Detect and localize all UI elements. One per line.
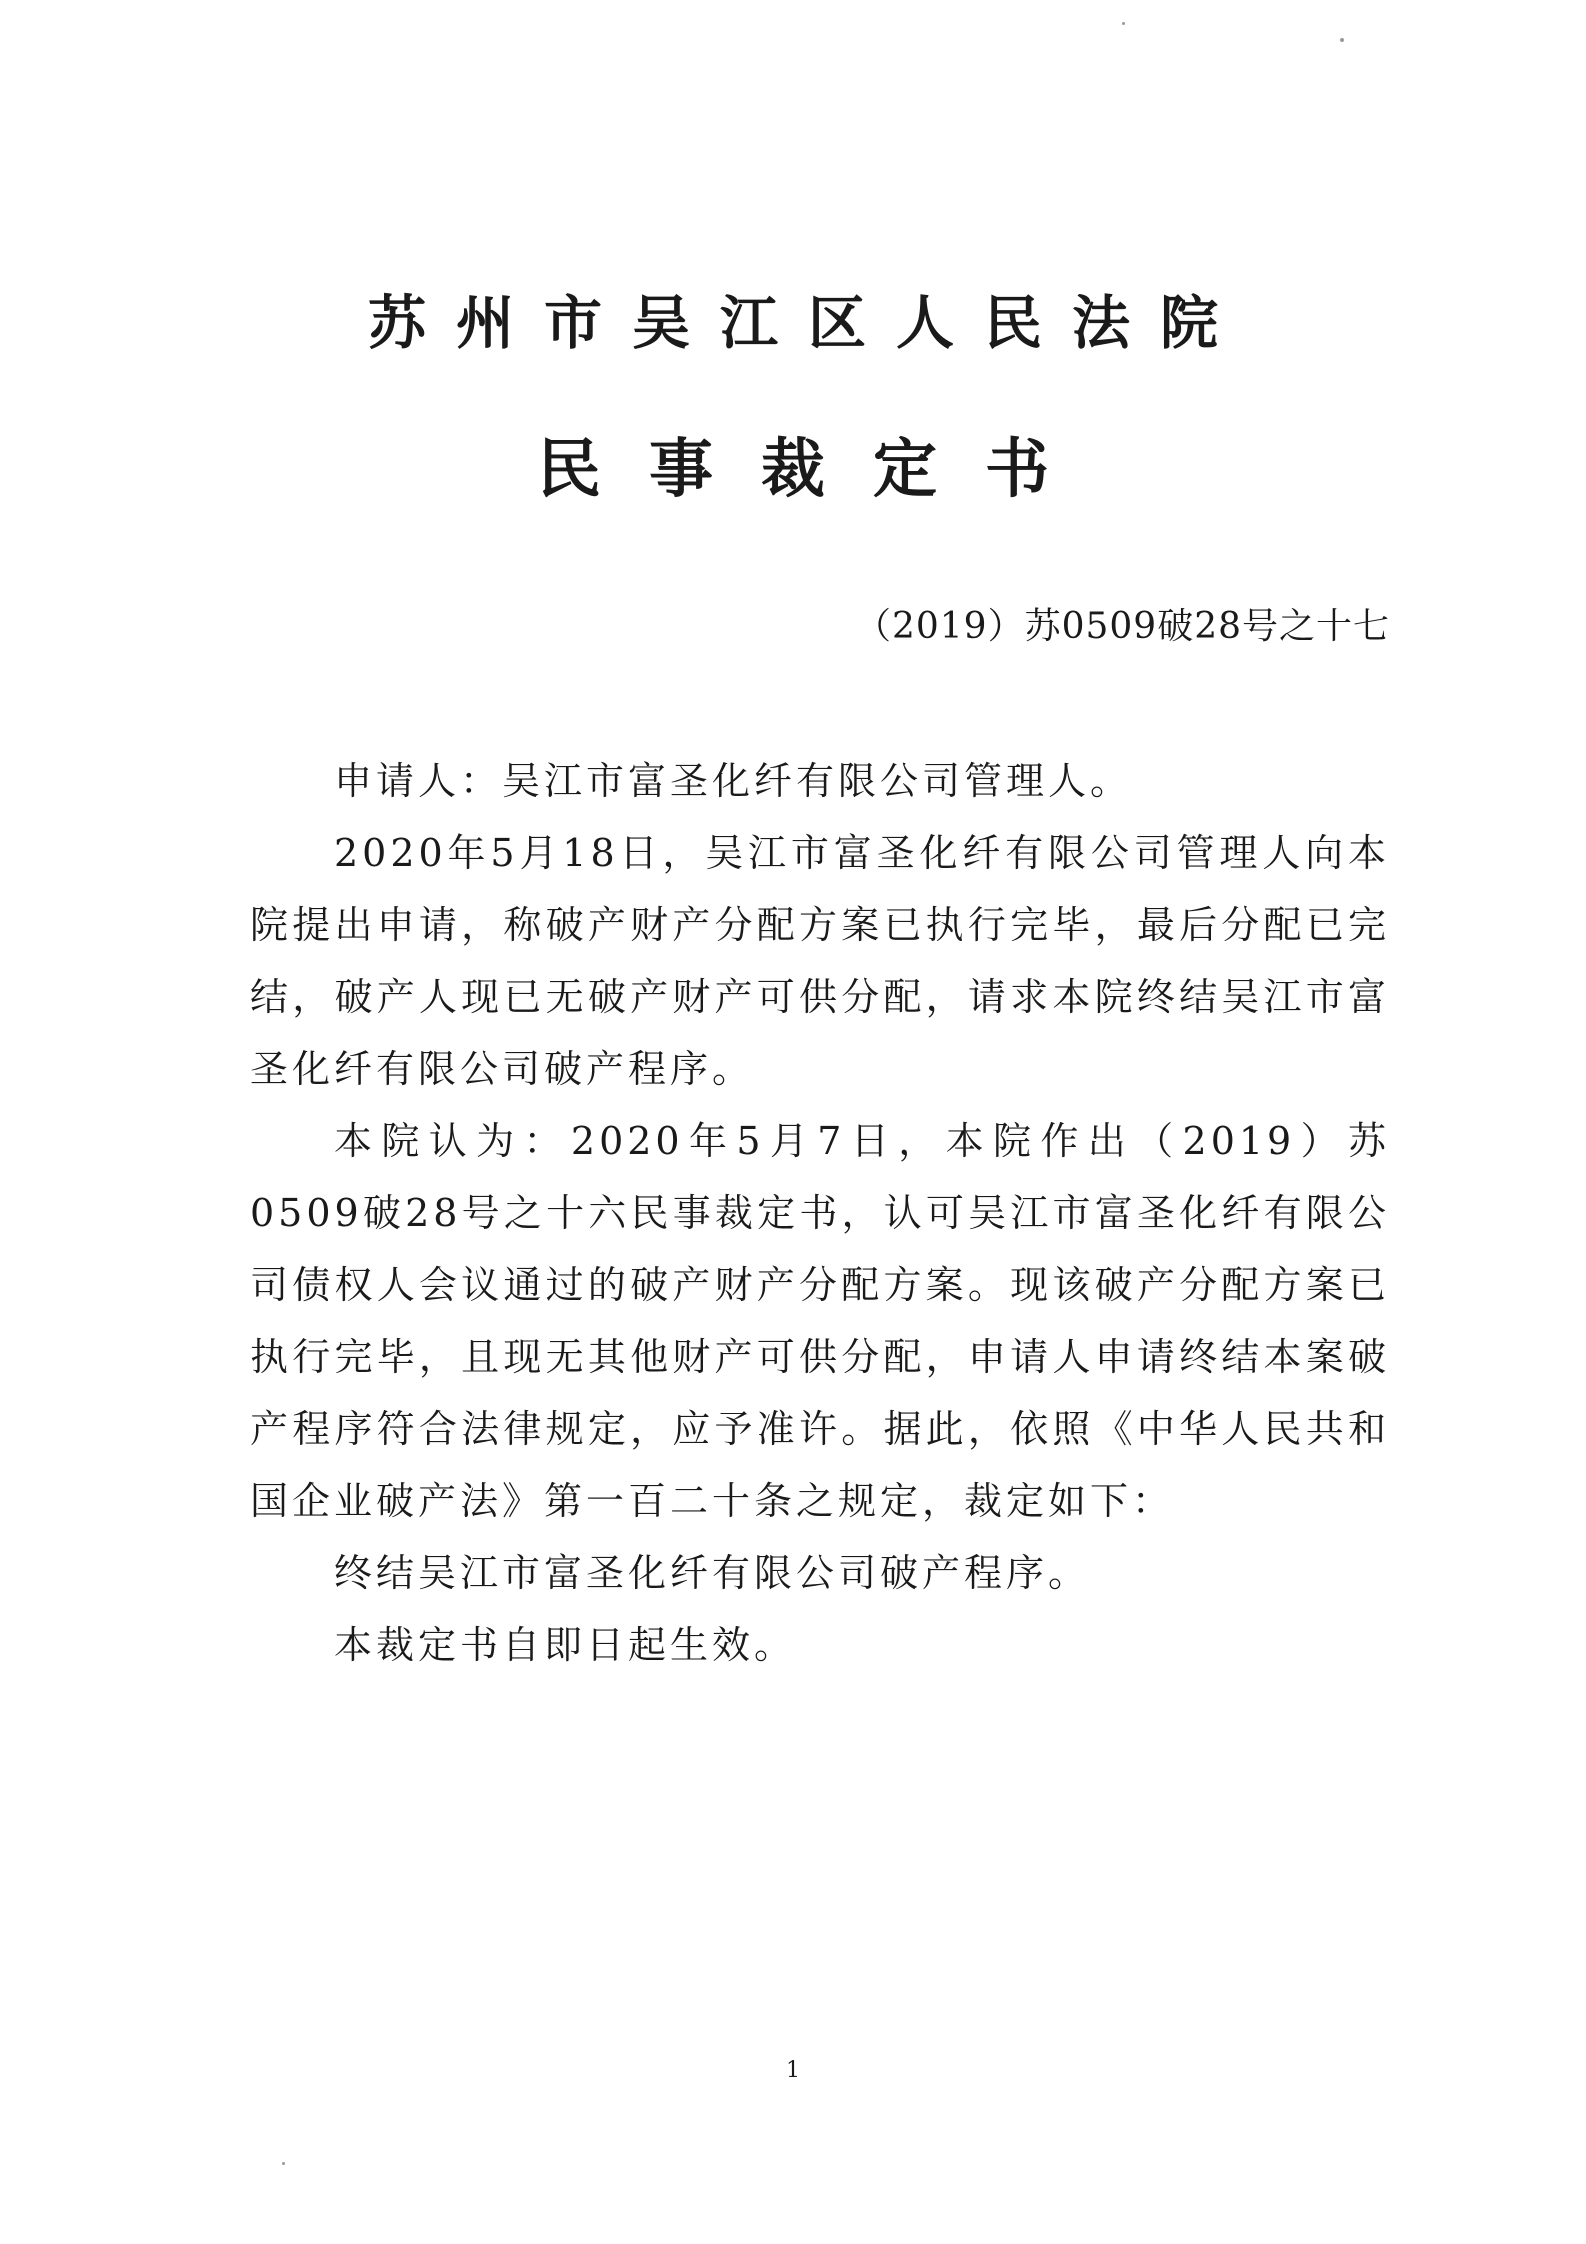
scan-speck [1122,22,1125,25]
paragraph-court-reasoning: 本院认为：2020年5月7日，本院作出（2019）苏0509破28号之十六民事裁定书，认可吴江市富圣化纤有限公司债权人会议通过的破产财产分配方案。现该破产分配方案已执行完毕，且现无其他财产可供分配，申请人申请终结本案破产程序符合法律规定，应予准许。据此，依照《中华人民共和国企业破产法》第一百二十条之规定，裁定如下： [250,1119,1390,1523]
page-number: 1 [786,2058,800,2083]
ruling-body [250,745,1390,1681]
scan-speck [1340,38,1344,42]
case-number: （2019）苏0509破28号之十七 [854,606,1390,647]
scan-speck [282,2162,285,2165]
paragraph-effective: 本裁定书自即日起生效。 [334,1623,797,1667]
court-name: 苏州市吴江区人民法院 [367,289,1248,357]
document-type-title: 民事裁定书 [537,433,1097,507]
paragraph-ruling: 终结吴江市富圣化纤有限公司破产程序。 [334,1551,1091,1595]
paragraph-application-facts: 2020年5月18日，吴江市富圣化纤有限公司管理人向本院提出申请，称破产财产分配方案已执行完毕，最后分配已完结，破产人现已无破产财产可供分配，请求本院终结吴江市富圣化纤有限公司破产程序。 [250,831,1390,1091]
paragraph-applicant: 申请人：吴江市富圣化纤有限公司管理人。 [334,759,1133,803]
